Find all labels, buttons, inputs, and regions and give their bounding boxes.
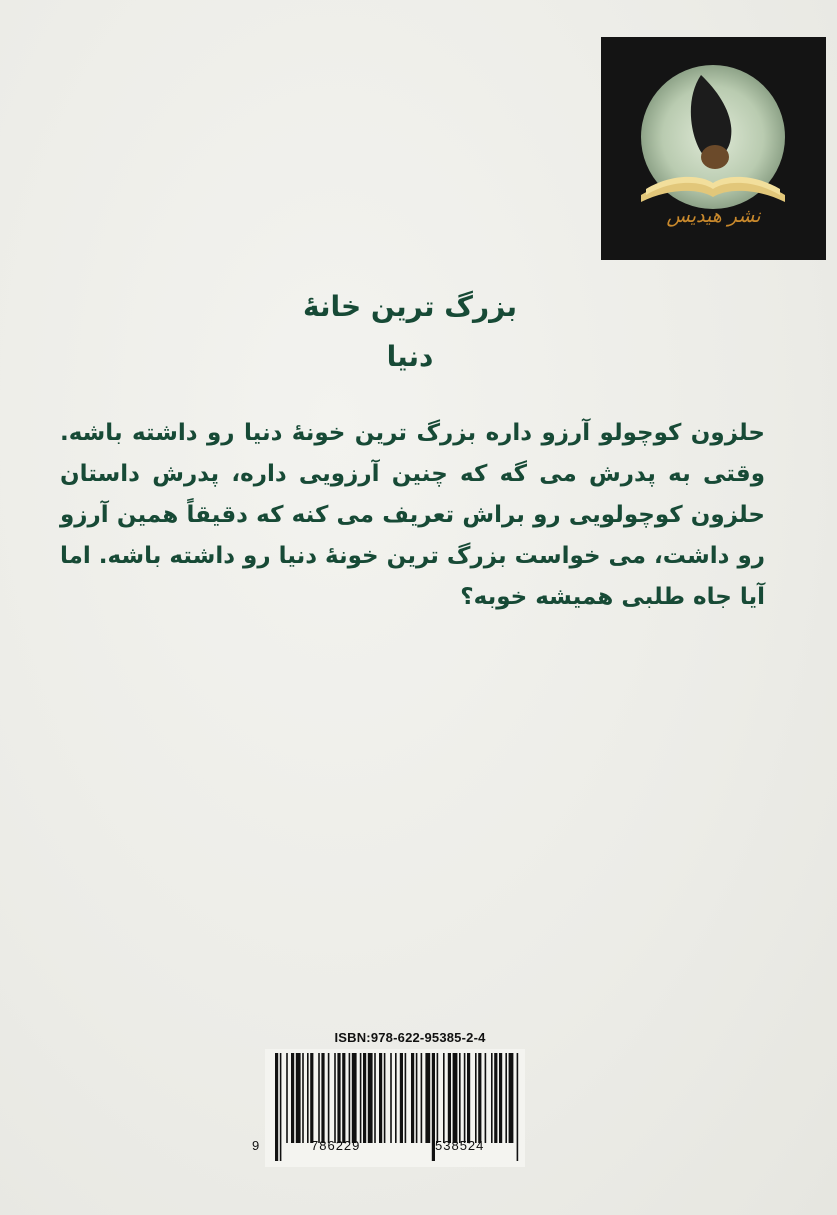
barcode-bar [475, 1053, 477, 1143]
barcode-bar [437, 1053, 439, 1143]
barcode-bar [334, 1053, 336, 1143]
barcode-bar [384, 1053, 386, 1143]
publisher-logo [601, 37, 826, 260]
barcode-bar [425, 1053, 430, 1143]
barcode-bar [342, 1053, 345, 1143]
barcode-bar [485, 1053, 487, 1143]
barcode-bar [494, 1053, 497, 1143]
barcode-bar [291, 1053, 294, 1143]
barcode-bar [491, 1053, 493, 1143]
book-title-line-2: دنیا [386, 340, 434, 373]
barcode-bar [286, 1053, 288, 1143]
barcode-bar [318, 1053, 320, 1143]
barcode-bar [411, 1053, 414, 1143]
barcode-bar [395, 1053, 397, 1143]
barcode-bar [505, 1053, 507, 1143]
barcode-bar [517, 1053, 519, 1161]
barcode-bar [321, 1053, 324, 1143]
barcode-bar [405, 1053, 407, 1143]
barcode-bar [328, 1053, 330, 1143]
barcode-bar [280, 1053, 282, 1161]
publisher-name: نشر هیدیس [666, 205, 761, 227]
barcode-bar [302, 1053, 304, 1143]
barcode-bar [390, 1053, 392, 1143]
barcode-bar [416, 1053, 418, 1143]
barcode-bar [352, 1053, 357, 1143]
barcode-bar [337, 1053, 340, 1143]
barcode-bar [509, 1053, 514, 1143]
barcode-bar [453, 1053, 458, 1143]
isbn-label: ISBN:978-622-95385-2-4 [334, 1030, 486, 1045]
barcode-bar [400, 1053, 403, 1143]
barcode-bar [448, 1053, 451, 1143]
book-blurb: حلزون کوچولو آرزو داره بزرگ ترین خونهٔ دنیا رو داشته باشه. وقتی به پدرش می گه که چنین آرزویی داره، پدرش داستان حلزون کوچولویی رو براش تعریف می کنه که دقیقاً همین آرزو رو داشت، می خواست بزرگ ترین خونهٔ دنیا رو داشته باشه. اما آیا جاه طلبی همیشه خوبه؟ [60, 420, 765, 610]
barcode-lead-digit: 9 [252, 1138, 260, 1153]
barcode-bars [265, 1049, 525, 1167]
barcode-right-digits: 538524 [435, 1138, 485, 1153]
barcode [265, 1049, 525, 1167]
barcode-bar [275, 1053, 278, 1161]
barcode-bar [363, 1053, 366, 1143]
book-title-line-1: بزرگ ترین خانهٔ [302, 290, 518, 323]
barcode-bar [459, 1053, 461, 1143]
barcode-bar [296, 1053, 301, 1143]
barcode-bar [421, 1053, 423, 1143]
barcode-bar [499, 1053, 502, 1143]
barcode-bar [478, 1053, 481, 1143]
barcode-bar [368, 1053, 373, 1143]
barcode-left-digits: 786229 [311, 1138, 361, 1153]
barcode-bar [464, 1053, 466, 1143]
barcode-bar [467, 1053, 470, 1143]
barcode-bar [310, 1053, 313, 1143]
barcode-bar [349, 1053, 351, 1143]
barcode-bar [443, 1053, 445, 1143]
barcode-bar [379, 1053, 382, 1143]
barcode-bar [374, 1053, 376, 1143]
barcode-bar [307, 1053, 309, 1143]
barcode-bar [360, 1053, 362, 1143]
